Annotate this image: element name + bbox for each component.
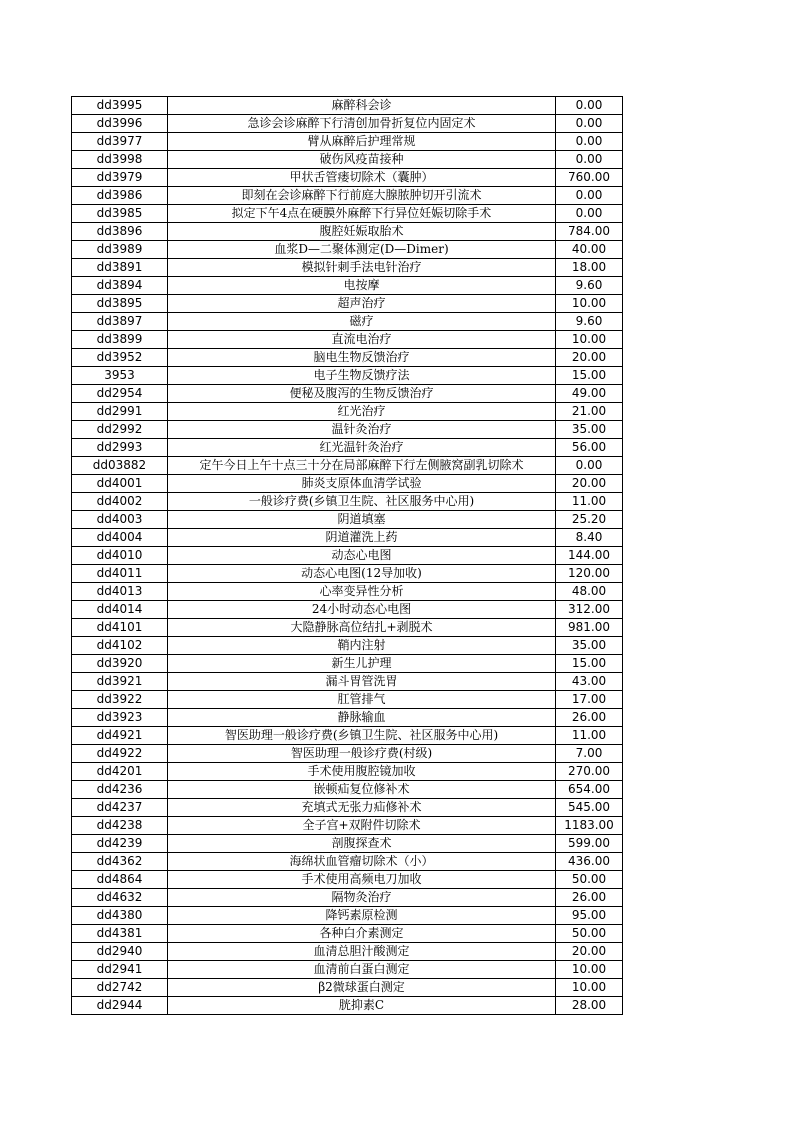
item-name-cell: 降钙素原检测 — [168, 907, 556, 925]
item-code-cell: dd4237 — [72, 799, 168, 817]
table-row — [72, 745, 623, 763]
item-code-cell: dd4921 — [72, 727, 168, 745]
item-name-cell: β2微球蛋白测定 — [168, 979, 556, 997]
item-code-cell: dd4632 — [72, 889, 168, 907]
fee-table-body — [72, 97, 623, 1015]
table-row — [72, 151, 623, 169]
item-name-cell: 动态心电图 — [168, 547, 556, 565]
item-code-cell: dd4010 — [72, 547, 168, 565]
item-name-cell: 手术使用腹腔镜加收 — [168, 763, 556, 781]
item-price-cell: 35.00 — [556, 421, 623, 439]
item-code-cell: dd03882 — [72, 457, 168, 475]
item-code-cell: dd2941 — [72, 961, 168, 979]
table-row — [72, 781, 623, 799]
item-name-cell: 红光温针灸治疗 — [168, 439, 556, 457]
item-price-cell: 15.00 — [556, 655, 623, 673]
item-price-cell: 9.60 — [556, 313, 623, 331]
item-name-cell: 即刻在会诊麻醉下行前庭大腺脓肿切开引流术 — [168, 187, 556, 205]
item-code-cell: dd4002 — [72, 493, 168, 511]
item-code-cell: dd3979 — [72, 169, 168, 187]
item-price-cell: 18.00 — [556, 259, 623, 277]
item-code-cell: dd4381 — [72, 925, 168, 943]
table-row — [72, 997, 623, 1015]
item-name-cell: 智医助理一般诊疗费(乡镇卫生院、社区服务中心用) — [168, 727, 556, 745]
item-code-cell: dd4102 — [72, 637, 168, 655]
item-price-cell: 43.00 — [556, 673, 623, 691]
table-row — [72, 655, 623, 673]
table-row — [72, 601, 623, 619]
item-name-cell: 血清前白蛋白测定 — [168, 961, 556, 979]
table-row — [72, 115, 623, 133]
item-code-cell: dd3986 — [72, 187, 168, 205]
table-row — [72, 709, 623, 727]
item-code-cell: dd3896 — [72, 223, 168, 241]
item-name-cell: 臂从麻醉后护理常规 — [168, 133, 556, 151]
item-name-cell: 手术使用高频电刀加收 — [168, 871, 556, 889]
item-name-cell: 急诊会诊麻醉下行清创加骨折复位内固定术 — [168, 115, 556, 133]
table-row — [72, 367, 623, 385]
item-name-cell: 肛管排气 — [168, 691, 556, 709]
item-code-cell: dd3985 — [72, 205, 168, 223]
table-row — [72, 853, 623, 871]
item-name-cell: 直流电治疗 — [168, 331, 556, 349]
item-code-cell: dd4004 — [72, 529, 168, 547]
table-row — [72, 835, 623, 853]
item-code-cell: dd3995 — [72, 97, 168, 115]
item-name-cell: 动态心电图(12导加收) — [168, 565, 556, 583]
item-price-cell: 48.00 — [556, 583, 623, 601]
table-row — [72, 295, 623, 313]
item-price-cell: 11.00 — [556, 493, 623, 511]
item-code-cell: dd4362 — [72, 853, 168, 871]
item-price-cell: 50.00 — [556, 871, 623, 889]
item-price-cell: 545.00 — [556, 799, 623, 817]
item-name-cell: 脑电生物反馈治疗 — [168, 349, 556, 367]
table-row — [72, 961, 623, 979]
table-row — [72, 619, 623, 637]
table-row — [72, 421, 623, 439]
item-name-cell: 心率变异性分析 — [168, 583, 556, 601]
item-name-cell: 电子生物反馈疗法 — [168, 367, 556, 385]
item-code-cell: dd3897 — [72, 313, 168, 331]
item-price-cell: 40.00 — [556, 241, 623, 259]
item-code-cell: dd4001 — [72, 475, 168, 493]
table-row — [72, 511, 623, 529]
table-row — [72, 763, 623, 781]
item-code-cell: dd4238 — [72, 817, 168, 835]
item-name-cell: 全子宫+双附件切除术 — [168, 817, 556, 835]
item-code-cell: dd2742 — [72, 979, 168, 997]
item-name-cell: 阴道灌洗上药 — [168, 529, 556, 547]
item-price-cell: 26.00 — [556, 889, 623, 907]
item-price-cell: 15.00 — [556, 367, 623, 385]
table-row — [72, 205, 623, 223]
item-price-cell: 1183.00 — [556, 817, 623, 835]
item-code-cell: dd2992 — [72, 421, 168, 439]
item-price-cell: 0.00 — [556, 187, 623, 205]
item-code-cell: dd3996 — [72, 115, 168, 133]
table-row — [72, 817, 623, 835]
item-price-cell: 20.00 — [556, 349, 623, 367]
item-price-cell: 599.00 — [556, 835, 623, 853]
item-price-cell: 10.00 — [556, 961, 623, 979]
item-code-cell: dd3952 — [72, 349, 168, 367]
item-name-cell: 隔物灸治疗 — [168, 889, 556, 907]
item-code-cell: dd4013 — [72, 583, 168, 601]
item-name-cell: 磁疗 — [168, 313, 556, 331]
item-name-cell: 嵌顿疝复位修补术 — [168, 781, 556, 799]
item-price-cell: 56.00 — [556, 439, 623, 457]
item-code-cell: dd4239 — [72, 835, 168, 853]
item-name-cell: 新生儿护理 — [168, 655, 556, 673]
item-code-cell: dd2991 — [72, 403, 168, 421]
item-name-cell: 充填式无张力疝修补术 — [168, 799, 556, 817]
item-code-cell: dd4922 — [72, 745, 168, 763]
item-code-cell: dd4101 — [72, 619, 168, 637]
item-name-cell: 破伤风疫苗接种 — [168, 151, 556, 169]
table-row — [72, 169, 623, 187]
item-name-cell: 剖腹探查术 — [168, 835, 556, 853]
item-price-cell: 20.00 — [556, 943, 623, 961]
item-name-cell: 麻醉科会诊 — [168, 97, 556, 115]
item-code-cell: dd4014 — [72, 601, 168, 619]
table-row — [72, 349, 623, 367]
item-name-cell: 24小时动态心电图 — [168, 601, 556, 619]
item-name-cell: 温针灸治疗 — [168, 421, 556, 439]
item-code-cell: dd3899 — [72, 331, 168, 349]
item-code-cell: dd3921 — [72, 673, 168, 691]
item-name-cell: 大隐静脉高位结扎+剥脱术 — [168, 619, 556, 637]
table-row — [72, 943, 623, 961]
item-name-cell: 静脉输血 — [168, 709, 556, 727]
item-code-cell: dd2954 — [72, 385, 168, 403]
item-price-cell: 21.00 — [556, 403, 623, 421]
fee-table — [71, 96, 623, 1015]
item-name-cell: 鞘内注射 — [168, 637, 556, 655]
item-name-cell: 漏斗胃管洗胃 — [168, 673, 556, 691]
table-row — [72, 583, 623, 601]
item-price-cell: 17.00 — [556, 691, 623, 709]
item-price-cell: 654.00 — [556, 781, 623, 799]
table-row — [72, 691, 623, 709]
table-row — [72, 259, 623, 277]
item-name-cell: 拟定下午4点在硬膜外麻醉下行异位妊娠切除手术 — [168, 205, 556, 223]
table-row — [72, 565, 623, 583]
item-name-cell: 血清总胆汁酸测定 — [168, 943, 556, 961]
item-price-cell: 436.00 — [556, 853, 623, 871]
item-code-cell: dd3920 — [72, 655, 168, 673]
item-code-cell: dd4201 — [72, 763, 168, 781]
item-name-cell: 甲状舌管瘘切除术（囊肿） — [168, 169, 556, 187]
item-code-cell: dd3989 — [72, 241, 168, 259]
item-price-cell: 20.00 — [556, 475, 623, 493]
item-price-cell: 10.00 — [556, 331, 623, 349]
item-price-cell: 0.00 — [556, 115, 623, 133]
item-code-cell: dd2940 — [72, 943, 168, 961]
table-row — [72, 331, 623, 349]
item-price-cell: 8.40 — [556, 529, 623, 547]
item-name-cell: 一般诊疗费(乡镇卫生院、社区服务中心用) — [168, 493, 556, 511]
item-price-cell: 0.00 — [556, 205, 623, 223]
item-price-cell: 0.00 — [556, 97, 623, 115]
item-name-cell: 便秘及腹泻的生物反馈治疗 — [168, 385, 556, 403]
table-row — [72, 907, 623, 925]
table-row — [72, 133, 623, 151]
item-price-cell: 7.00 — [556, 745, 623, 763]
table-row — [72, 439, 623, 457]
table-row — [72, 277, 623, 295]
item-code-cell: dd3922 — [72, 691, 168, 709]
item-price-cell: 11.00 — [556, 727, 623, 745]
item-price-cell: 10.00 — [556, 979, 623, 997]
item-price-cell: 270.00 — [556, 763, 623, 781]
item-price-cell: 9.60 — [556, 277, 623, 295]
table-row — [72, 403, 623, 421]
item-code-cell: 3953 — [72, 367, 168, 385]
item-price-cell: 35.00 — [556, 637, 623, 655]
item-name-cell: 各种白介素测定 — [168, 925, 556, 943]
item-price-cell: 95.00 — [556, 907, 623, 925]
item-name-cell: 智医助理一般诊疗费(村级) — [168, 745, 556, 763]
item-name-cell: 海绵状血管瘤切除术（小） — [168, 853, 556, 871]
item-name-cell: 定午今日上午十点三十分在局部麻醉下行左侧腋窝副乳切除术 — [168, 457, 556, 475]
item-code-cell: dd4864 — [72, 871, 168, 889]
table-row — [72, 97, 623, 115]
item-name-cell: 电按摩 — [168, 277, 556, 295]
item-code-cell: dd4011 — [72, 565, 168, 583]
item-code-cell: dd4380 — [72, 907, 168, 925]
table-row — [72, 889, 623, 907]
item-price-cell: 120.00 — [556, 565, 623, 583]
table-row — [72, 925, 623, 943]
item-name-cell: 血浆D—二聚体测定(D—Dimer) — [168, 241, 556, 259]
item-name-cell: 模拟针刺手法电针治疗 — [168, 259, 556, 277]
item-price-cell: 760.00 — [556, 169, 623, 187]
item-price-cell: 144.00 — [556, 547, 623, 565]
item-code-cell: dd2944 — [72, 997, 168, 1015]
item-code-cell: dd3894 — [72, 277, 168, 295]
table-row — [72, 475, 623, 493]
item-code-cell: dd3895 — [72, 295, 168, 313]
item-name-cell: 阴道填塞 — [168, 511, 556, 529]
item-code-cell: dd3891 — [72, 259, 168, 277]
table-row — [72, 223, 623, 241]
table-row — [72, 673, 623, 691]
table-row — [72, 385, 623, 403]
item-name-cell: 腹腔妊娠取胎术 — [168, 223, 556, 241]
item-price-cell: 49.00 — [556, 385, 623, 403]
item-code-cell: dd3977 — [72, 133, 168, 151]
item-price-cell: 784.00 — [556, 223, 623, 241]
table-row — [72, 313, 623, 331]
table-row — [72, 493, 623, 511]
table-row — [72, 241, 623, 259]
item-name-cell: 红光治疗 — [168, 403, 556, 421]
item-price-cell: 0.00 — [556, 133, 623, 151]
item-price-cell: 26.00 — [556, 709, 623, 727]
table-row — [72, 727, 623, 745]
item-price-cell: 10.00 — [556, 295, 623, 313]
table-row — [72, 637, 623, 655]
item-price-cell: 0.00 — [556, 457, 623, 475]
table-row — [72, 457, 623, 475]
item-price-cell: 312.00 — [556, 601, 623, 619]
table-row — [72, 187, 623, 205]
table-row — [72, 871, 623, 889]
item-price-cell: 50.00 — [556, 925, 623, 943]
item-price-cell: 28.00 — [556, 997, 623, 1015]
table-row — [72, 799, 623, 817]
table-row — [72, 979, 623, 997]
item-code-cell: dd2993 — [72, 439, 168, 457]
item-code-cell: dd4236 — [72, 781, 168, 799]
table-row — [72, 547, 623, 565]
item-name-cell: 超声治疗 — [168, 295, 556, 313]
item-code-cell: dd3923 — [72, 709, 168, 727]
item-price-cell: 25.20 — [556, 511, 623, 529]
item-code-cell: dd3998 — [72, 151, 168, 169]
item-name-cell: 胱抑素C — [168, 997, 556, 1015]
item-name-cell: 肺炎支原体血清学试验 — [168, 475, 556, 493]
table-row — [72, 529, 623, 547]
item-price-cell: 981.00 — [556, 619, 623, 637]
item-code-cell: dd4003 — [72, 511, 168, 529]
item-price-cell: 0.00 — [556, 151, 623, 169]
